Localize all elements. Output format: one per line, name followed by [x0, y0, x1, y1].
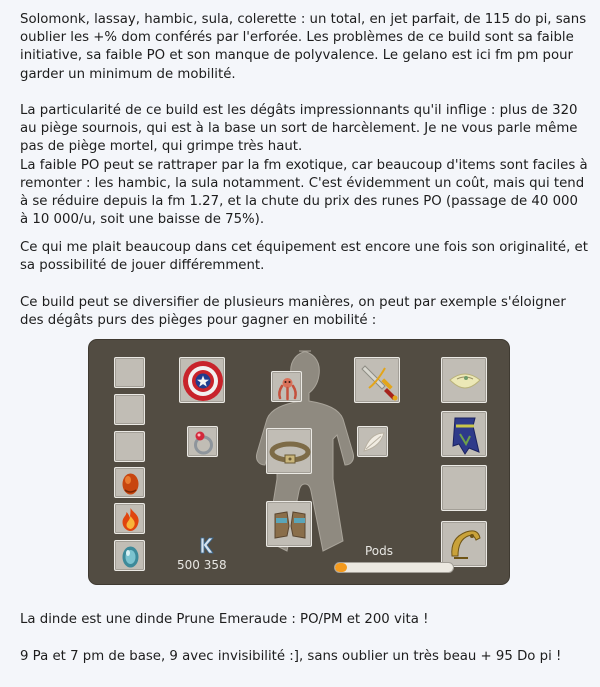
pods-fill — [335, 563, 347, 572]
paragraph-damage: La particularité de ce build est les dégâts impressionnants qu'il inflige : plus de 320 au piège sournois, qui est à la base un sort de harcèlement. Je ne vous parle même pas de piège mortel, qui grimpe très haut. La faible PO peut se rattraper par la fm exotique, car beaucoup d'items sont faciles à remonter : les hambic, la sula notamment. C'est évidemment un coût, mais qui tend à se réduire depuis la fm 1.27, et la chute du prix des runes PO (passage de 40 000 à 10 000/u, soit une baisse de 75%). — [20, 103, 588, 228]
dofus-turquoise-icon — [115, 541, 146, 572]
paragraph-mount: La dinde est une dinde Prune Emeraude : PO/PM et 200 vita ! — [20, 612, 429, 627]
dofus-slot-6[interactable] — [114, 540, 145, 571]
boots-icon — [267, 502, 313, 548]
paragraph-variants: Ce build peut se diversifier de plusieurs manières, on peut par exemple s'éloigner des dégâts purs des pièges pour gagner en mobilité : — [20, 295, 566, 329]
dagger-icon — [355, 358, 401, 404]
dofus-slot-1[interactable] — [114, 357, 145, 388]
inventory-panel — [88, 339, 510, 585]
weapon-slot[interactable] — [354, 357, 400, 403]
hat-icon — [442, 358, 488, 404]
shield-slot[interactable] — [179, 357, 225, 403]
amulet-icon — [272, 372, 303, 403]
dofus-slot-3[interactable] — [114, 431, 145, 462]
dofus-flame-icon — [115, 504, 146, 535]
dofus-slot-2[interactable] — [114, 394, 145, 425]
kamas-icon — [198, 536, 214, 554]
ring-right-slot[interactable] — [357, 426, 388, 457]
belt-icon — [267, 429, 313, 475]
paragraph-stats: 9 Pa et 7 pm de base, 9 avec invisibilité :], sans oublier un très beau + 95 Do pi ! — [20, 649, 562, 664]
shield-icon — [180, 358, 226, 404]
paragraph-items: Solomonk, lassay, hambic, sula, colerette : un total, en jet parfait, de 115 do pi, sans oublier les +% dom conférés par l'erforée. Les problèmes de ce build sont sa faible initiative, sa faible PO et son manque de polyvalence. Le gelano est ici fm pm pour garder un minimum de mobilité. — [20, 12, 587, 82]
boots-slot[interactable] — [266, 501, 312, 547]
pods-label: Pods — [365, 544, 394, 558]
pet-slot[interactable] — [441, 465, 487, 511]
belt-slot[interactable] — [266, 428, 312, 474]
ring-left-slot[interactable] — [187, 426, 218, 457]
dofus-orange-icon — [115, 468, 146, 499]
cape-icon — [442, 412, 488, 458]
kamas-amount: 500 358 — [177, 558, 227, 572]
hat-slot[interactable] — [441, 357, 487, 403]
amulet-slot[interactable] — [271, 371, 302, 402]
cape-slot[interactable] — [441, 411, 487, 457]
dofus-slot-4[interactable] — [114, 467, 145, 498]
ring-icon — [188, 427, 219, 458]
paragraph-originality: Ce qui me plait beaucoup dans cet équipement est encore une fois son originalité, et sa possibilité de jouer différemment. — [20, 240, 588, 274]
ring-feather-icon — [358, 427, 389, 458]
dofus-slot-5[interactable] — [114, 503, 145, 534]
mount-slot[interactable] — [441, 521, 487, 567]
pods-bar — [334, 562, 454, 573]
